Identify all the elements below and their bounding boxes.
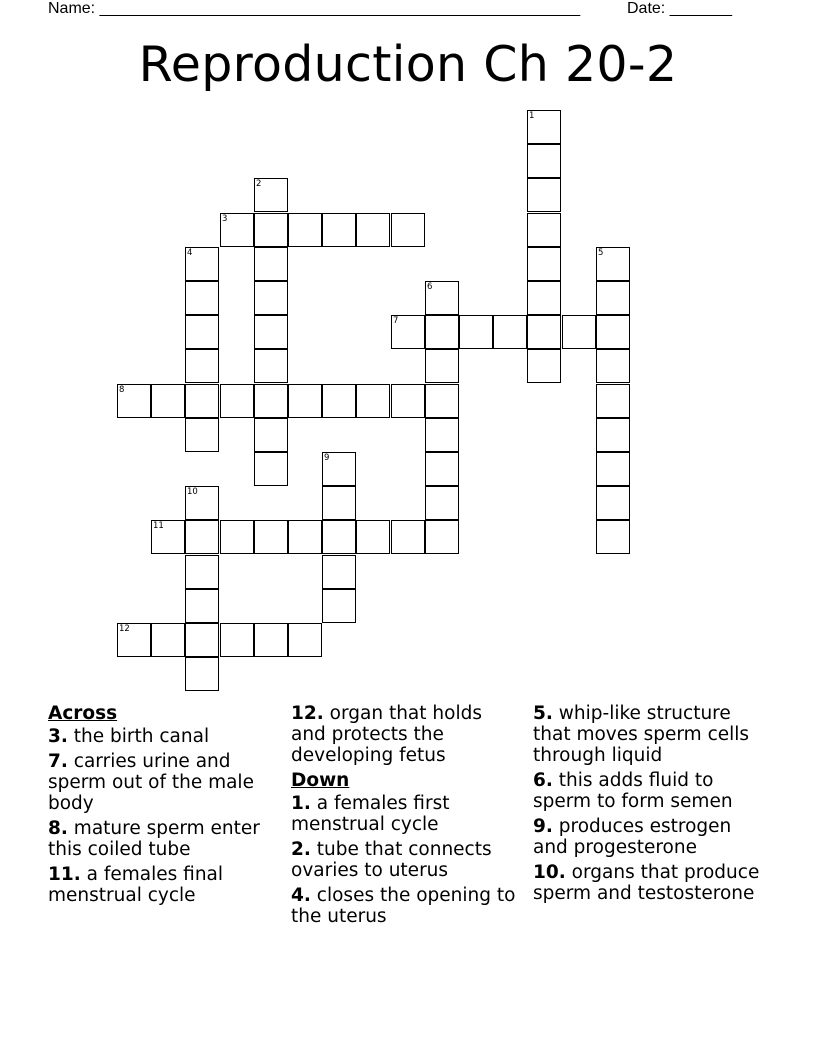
grid-cell[interactable]	[151, 520, 185, 554]
grid-cell[interactable]	[596, 384, 630, 418]
grid-cell[interactable]	[151, 623, 185, 657]
grid-cell[interactable]	[356, 213, 390, 247]
down-heading: Down	[291, 770, 350, 791]
clue-down-1: 1. a females first menstrual cycle	[291, 793, 450, 835]
grid-cell[interactable]	[425, 486, 459, 520]
clue-down-4: 4. closes the opening to the uterus	[291, 885, 516, 927]
grid-cell[interactable]	[322, 213, 356, 247]
grid-cell[interactable]	[391, 520, 425, 554]
grid-cell[interactable]	[185, 657, 219, 691]
grid-cell[interactable]	[527, 110, 561, 144]
cell-number: 8	[119, 385, 125, 395]
grid-cell[interactable]	[185, 623, 219, 657]
grid-cell[interactable]	[425, 520, 459, 554]
grid-cell[interactable]	[527, 349, 561, 383]
name-field: Name: ______________________________________________________	[48, 0, 581, 17]
cell-number: 12	[119, 624, 130, 634]
clue-across-8: 8. mature sperm enter this coiled tube	[48, 818, 260, 860]
grid-cell[interactable]	[596, 418, 630, 452]
grid-cell[interactable]	[185, 384, 219, 418]
clue-across-11: 11. a females final menstrual cycle	[48, 864, 224, 906]
clue-down-5: 5. whip-like structure that moves sperm cells through liquid	[533, 703, 750, 766]
clue-down-10: 10. organs that produce sperm and testosterone	[533, 862, 760, 904]
grid-cell[interactable]	[322, 384, 356, 418]
grid-cell[interactable]	[254, 384, 288, 418]
grid-cell[interactable]	[254, 247, 288, 281]
grid-cell[interactable]	[322, 486, 356, 520]
grid-cell[interactable]	[527, 247, 561, 281]
grid-cell[interactable]	[254, 315, 288, 349]
grid-cell[interactable]	[596, 520, 630, 554]
grid-cell[interactable]	[288, 520, 322, 554]
grid-cell[interactable]	[596, 452, 630, 486]
grid-cell[interactable]	[185, 589, 219, 623]
clue-column-2	[291, 703, 516, 931]
cell-number: 9	[324, 453, 330, 463]
grid-cell[interactable]	[288, 213, 322, 247]
grid-cell[interactable]	[254, 213, 288, 247]
clue-across-7: 7. carries urine and sperm out of the male body	[48, 751, 254, 814]
grid-cell[interactable]	[254, 418, 288, 452]
grid-cell[interactable]	[288, 384, 322, 418]
grid-cell[interactable]	[425, 315, 459, 349]
grid-cell[interactable]	[322, 520, 356, 554]
cell-number: 10	[187, 487, 198, 497]
grid-cell[interactable]	[254, 178, 288, 212]
grid-cell[interactable]	[425, 281, 459, 315]
grid-cell[interactable]	[527, 144, 561, 178]
clue-across-12: 12. organ that holds and protects the developing fetus	[291, 703, 482, 766]
grid-cell[interactable]	[493, 315, 527, 349]
grid-cell[interactable]	[151, 384, 185, 418]
grid-cell[interactable]	[322, 452, 356, 486]
grid-cell[interactable]	[117, 623, 151, 657]
grid-cell[interactable]	[596, 315, 630, 349]
grid-cell[interactable]	[425, 418, 459, 452]
grid-cell[interactable]	[391, 384, 425, 418]
clue-down-6: 6. this adds fluid to sperm to form semen	[533, 770, 733, 812]
clue-column-3	[533, 703, 763, 908]
grid-cell[interactable]	[185, 555, 219, 589]
grid-cell[interactable]	[391, 315, 425, 349]
grid-cell[interactable]	[185, 349, 219, 383]
grid-cell[interactable]	[527, 281, 561, 315]
grid-cell[interactable]	[459, 315, 493, 349]
cell-number: 11	[153, 521, 164, 531]
grid-cell[interactable]	[185, 520, 219, 554]
clue-across-3: 3. the birth canal	[48, 726, 210, 747]
grid-cell[interactable]	[220, 623, 254, 657]
grid-cell[interactable]	[288, 623, 322, 657]
grid-cell[interactable]	[527, 315, 561, 349]
grid-cell[interactable]	[185, 486, 219, 520]
cell-number: 3	[222, 214, 228, 224]
grid-cell[interactable]	[185, 281, 219, 315]
grid-cell[interactable]	[596, 486, 630, 520]
grid-cell[interactable]	[220, 213, 254, 247]
grid-cell[interactable]	[220, 384, 254, 418]
page-title: Reproduction Ch 20-2	[138, 36, 678, 93]
clue-down-9: 9. produces estrogen and progesterone	[533, 816, 732, 858]
grid-cell[interactable]	[425, 384, 459, 418]
cell-number: 6	[427, 282, 433, 292]
grid-cell[interactable]	[391, 213, 425, 247]
grid-cell[interactable]	[527, 213, 561, 247]
grid-cell[interactable]	[254, 452, 288, 486]
grid-cell[interactable]	[425, 452, 459, 486]
grid-cell[interactable]	[596, 349, 630, 383]
across-heading: Across	[48, 703, 118, 724]
grid-cell[interactable]	[185, 418, 219, 452]
clue-column-1	[48, 703, 273, 910]
cell-number: 5	[598, 248, 604, 258]
grid-cell[interactable]	[185, 315, 219, 349]
date-field: Date: _______	[627, 0, 732, 17]
grid-cell[interactable]	[596, 281, 630, 315]
grid-cell[interactable]	[254, 349, 288, 383]
grid-cell[interactable]	[356, 520, 390, 554]
grid-cell[interactable]	[322, 555, 356, 589]
grid-cell[interactable]	[527, 178, 561, 212]
grid-cell[interactable]	[185, 247, 219, 281]
grid-cell[interactable]	[562, 315, 596, 349]
grid-cell[interactable]	[220, 520, 254, 554]
cell-number: 1	[529, 111, 535, 121]
clue-down-2: 2. tube that connects ovaries to uterus	[291, 839, 492, 881]
cell-number: 7	[393, 316, 399, 326]
grid-cell[interactable]	[425, 349, 459, 383]
grid-cell[interactable]	[356, 384, 390, 418]
grid-cell[interactable]	[254, 623, 288, 657]
grid-cell[interactable]	[322, 589, 356, 623]
grid-cell[interactable]	[117, 384, 151, 418]
grid-cell[interactable]	[254, 281, 288, 315]
cell-number: 2	[256, 179, 262, 189]
cell-number: 4	[187, 248, 193, 258]
grid-cell[interactable]	[596, 247, 630, 281]
grid-cell[interactable]	[254, 520, 288, 554]
